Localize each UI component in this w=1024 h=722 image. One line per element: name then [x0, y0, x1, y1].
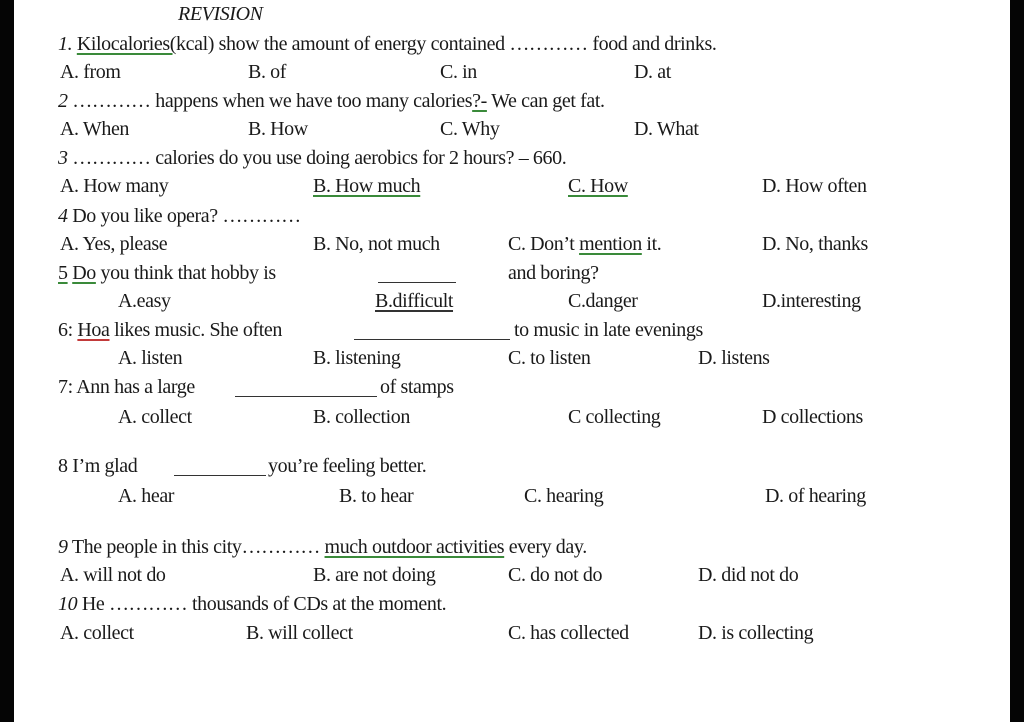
q2-option-b[interactable]: B. How [248, 118, 308, 140]
left-border-bar [0, 0, 14, 722]
question-3: 3 ………… calories do you use doing aerobics for 2 hours? – 660. [58, 147, 567, 169]
question-10: 10 He ………… thousands of CDs at the moment. [58, 593, 447, 615]
q3-option-b[interactable]: B. How much [313, 175, 421, 197]
q7-option-d[interactable]: D collections [762, 406, 863, 428]
question-5: 5 Do you think that hobby is [58, 262, 276, 284]
q9-option-c[interactable]: C. do not do [508, 564, 603, 586]
q8-option-d[interactable]: D. of hearing [765, 485, 866, 507]
q8-answer-blank[interactable] [174, 459, 266, 476]
question-5-end: and boring? [508, 262, 599, 284]
question-4: 4 Do you like opera? ………… [58, 205, 301, 227]
q6-option-a[interactable]: A. listen [118, 347, 183, 369]
q7-option-b[interactable]: B. collection [313, 406, 410, 428]
question-7-end: of stamps [380, 376, 454, 398]
q9-option-d[interactable]: D. did not do [698, 564, 799, 586]
q5-option-c[interactable]: C.danger [568, 290, 638, 312]
q8-option-a[interactable]: A. hear [118, 485, 175, 507]
question-9: 9 The people in this city………… much outdoor activities every day. [58, 536, 587, 558]
q6-option-d[interactable]: D. listens [698, 347, 770, 369]
q4-option-c[interactable]: C. Don’t mention it. [508, 233, 662, 255]
q7-answer-blank[interactable] [235, 380, 377, 397]
question-1: 1. Kilocalories(kcal) show the amount of energy contained ………… food and drinks. [58, 33, 717, 55]
q8-option-b[interactable]: B. to hear [339, 485, 414, 507]
question-6-end: to music in late evenings [514, 319, 703, 341]
q7-option-a[interactable]: A. collect [118, 406, 192, 428]
q1-option-d[interactable]: D. at [634, 61, 671, 83]
q2-option-d[interactable]: D. What [634, 118, 699, 140]
q4-option-b[interactable]: B. No, not much [313, 233, 440, 255]
q3-option-d[interactable]: D. How often [762, 175, 867, 197]
q6-option-c[interactable]: C. to listen [508, 347, 591, 369]
q3-option-c[interactable]: C. How [568, 175, 628, 197]
q5-answer-blank[interactable] [378, 266, 456, 283]
q4-option-a[interactable]: A. Yes, please [60, 233, 168, 255]
q2-option-a[interactable]: A. When [60, 118, 130, 140]
q10-option-a[interactable]: A. collect [60, 622, 134, 644]
q8-option-c[interactable]: C. hearing [524, 485, 604, 507]
q5-option-a[interactable]: A.easy [118, 290, 171, 312]
q9-option-b[interactable]: B. are not doing [313, 564, 436, 586]
q4-option-d[interactable]: D. No, thanks [762, 233, 868, 255]
q7-option-c[interactable]: C collecting [568, 406, 661, 428]
q10-option-d[interactable]: D. is collecting [698, 622, 814, 644]
q9-option-a[interactable]: A. will not do [60, 564, 166, 586]
q10-option-b[interactable]: B. will collect [246, 622, 353, 644]
question-8-end: you’re feeling better. [268, 455, 427, 477]
q10-option-c[interactable]: C. has collected [508, 622, 629, 644]
question-2: 2 ………… happens when we have too many calories?- We can get fat. [58, 90, 605, 112]
q1-option-c[interactable]: C. in [440, 61, 477, 83]
question-8: 8 I’m glad [58, 455, 138, 477]
q3-option-a[interactable]: A. How many [60, 175, 169, 197]
question-7: 7: Ann has a large [58, 376, 195, 398]
page-title: REVISION [178, 3, 263, 25]
q2-option-c[interactable]: C. Why [440, 118, 500, 140]
right-border-bar [1010, 0, 1024, 722]
q1-option-b[interactable]: B. of [248, 61, 287, 83]
q1-option-a[interactable]: A. from [60, 61, 121, 83]
question-6: 6: Hoa likes music. She often [58, 319, 282, 341]
q6-answer-blank[interactable] [354, 323, 510, 340]
q5-option-d[interactable]: D.interesting [762, 290, 861, 312]
q6-option-b[interactable]: B. listening [313, 347, 401, 369]
q5-option-b[interactable]: B.difficult [375, 290, 454, 312]
